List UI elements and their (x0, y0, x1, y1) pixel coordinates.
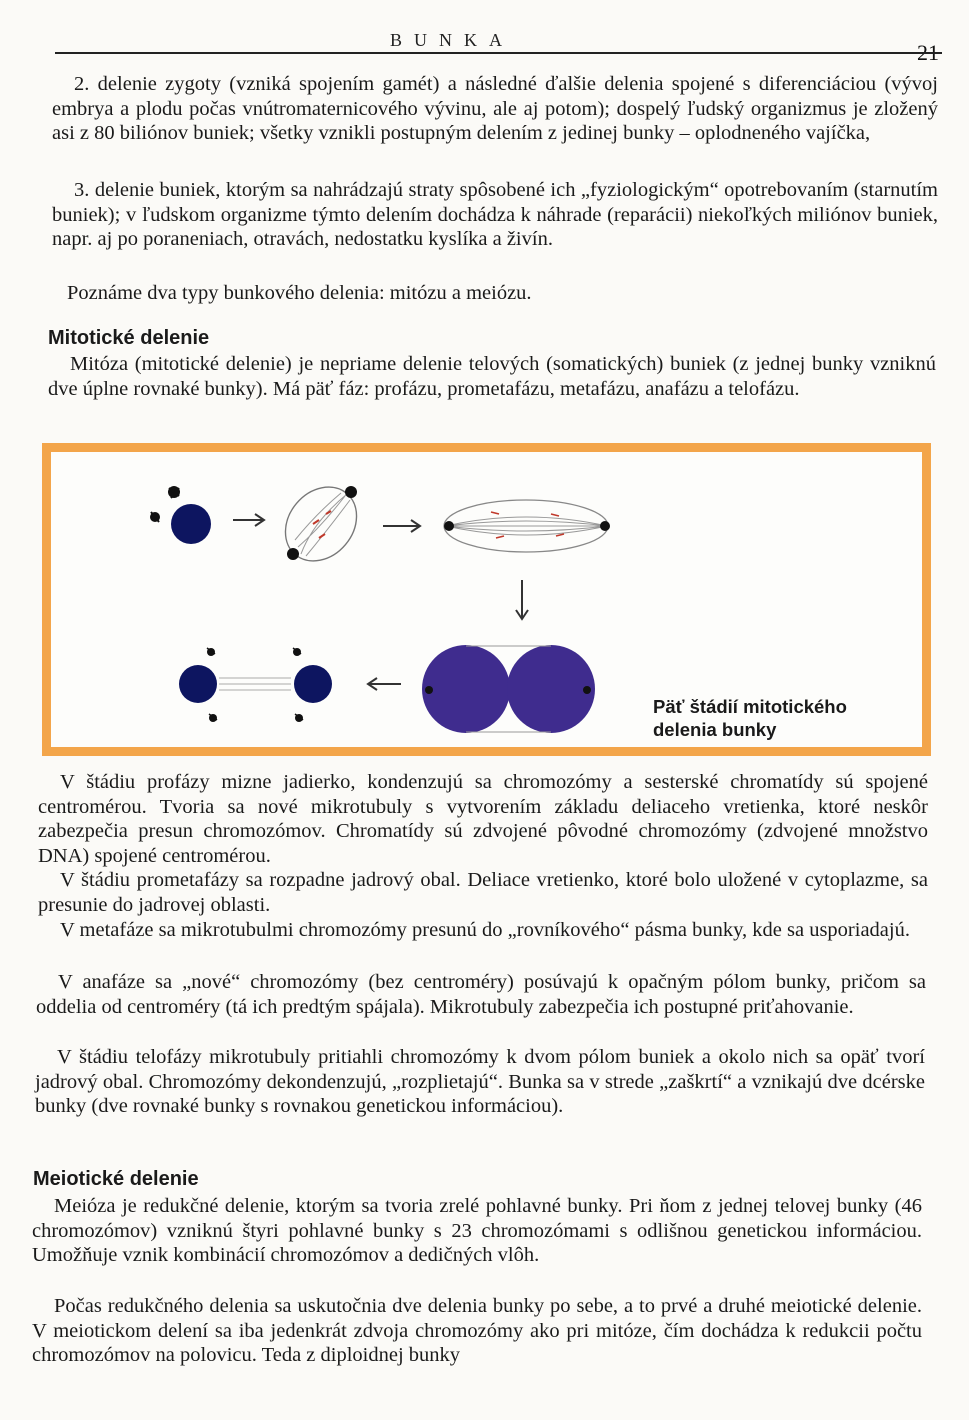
intro-item-3: 3. delenie buniek, ktorým sa nahrádzajú straty spôsobené ich „fyziologickým“ opotrebovaním (starnutím buniek); v ľudskom organizme týmto delením dochádza k náhrade (reparácii) niekoľkých miliónov buniek, napr. aj po poraneniach, otravách, nedostatku kyslíka a živín. (52, 179, 938, 250)
prophase-text: V štádiu profázy mizne jadierko, kondenzujú sa chromozómy a sesterské chromatídy sú spojené centromérou. Tvoria sa nové mikrotubuly s vytvorením základu deliaceho vretienka, ktoré neskôr zabezpečia presun chromozómov. Chromatídy sú zdvojené pôvodné chromozómy (zdvojené množstvo DNA) spojené centromérou. (38, 771, 928, 867)
metaphase-text: V metafáze sa mikrotubulmi chromozómy presunú do „rovníkového“ pásma bunky, kde sa usporiadajú. (60, 919, 910, 941)
stage-anaphase (422, 645, 595, 733)
arrow-right-icon (383, 520, 420, 532)
stage-telophase (179, 648, 332, 722)
stage-metaphase (444, 500, 610, 552)
mitotic-heading: Mitotické delenie (48, 327, 210, 349)
page-number: 21 (917, 40, 939, 65)
mitosis-figure (42, 443, 931, 756)
stage-prometaphase (271, 473, 371, 575)
meiosis-text-1: Meióza je redukčné delenie, ktorým sa tvoria zrelé pohlavné bunky. Pri ňom z jednej telovej bunky (46 chromozómov) vzniknú štyri pohlavné bunky s 23 chromozómami s odlišnou genetickou informáciou. Umožňuje vznik kombinácií chromozómov a dedičných vlôh. (32, 1195, 922, 1266)
stage-prophase (150, 486, 211, 544)
header-rule (55, 52, 942, 54)
anaphase-text: V anafáze sa „nové“ chromozómy (bez centroméry) posúvajú k opačným pólom bunky, pričom sa oddelia od centroméry (tá ich predtým spájala). Mikrotubuly zabezpečia ich postupné priťahovanie. (36, 971, 926, 1018)
arrow-down-icon (516, 580, 528, 619)
prometaphase-text: V štádiu prometafázy sa rozpadne jadrový obal. Deliace vretienko, ktoré bolo uložené v cytoplazme, sa presunie do jadrovej oblasti. (38, 869, 928, 916)
arrow-right-icon (233, 514, 264, 526)
figure-caption: Päť štádií mitotického delenia bunky (653, 696, 847, 740)
division-types: Poznáme dva typy bunkového delenia: mitózu a meiózu. (67, 282, 532, 304)
running-title: BUNKA (390, 30, 515, 50)
arrow-left-icon (368, 678, 401, 690)
telophase-text: V štádiu telofázy mikrotubuly pritiahli chromozómy k dvom pólom buniek a okolo nich sa opäť tvorí jadrový obal. Chromozómy dekondenzujú, „rozplietajú“. Bunka sa v strede „zaškrtí“ a vznikajú dve dcérske bunky (dve rovnaké bunky s rovnakou genetickou informáciou). (35, 1046, 925, 1117)
intro-item-2: 2. delenie zygoty (vzniká spojením gamét) a následné ďalšie delenia spojené s diferenciáciou (vývoj embrya a plodu počas vnútromaternicového vývinu, ale aj potom); dospelý ľudský organizmus je zložený asi z 80 biliónov buniek; všetky vznikli postupným delením z jedinej bunky – oplodneného vajíčka, (52, 73, 938, 144)
meiotic-heading: Meiotické delenie (33, 1168, 199, 1190)
meiosis-text-2: Počas redukčného delenia sa uskutočnia dve delenia bunky po sebe, a to prvé a druhé meiotické delenie. V meiotickom delení sa iba jedenkrát zdvoja chromozómy ako pri mitóze, čím dochádza k redukcii počtu chromozómov na polovicu. Teda z diploidnej bunky (32, 1295, 922, 1366)
mitosis-intro: Mitóza (mitotické delenie) je nepriame delenie telových (somatických) buniek (z jednej bunky vzniknú dve úplne rovnaké bunky). Má päť fáz: profázu, prometafázu, metafázu, anafázu a telofázu. (48, 353, 936, 400)
